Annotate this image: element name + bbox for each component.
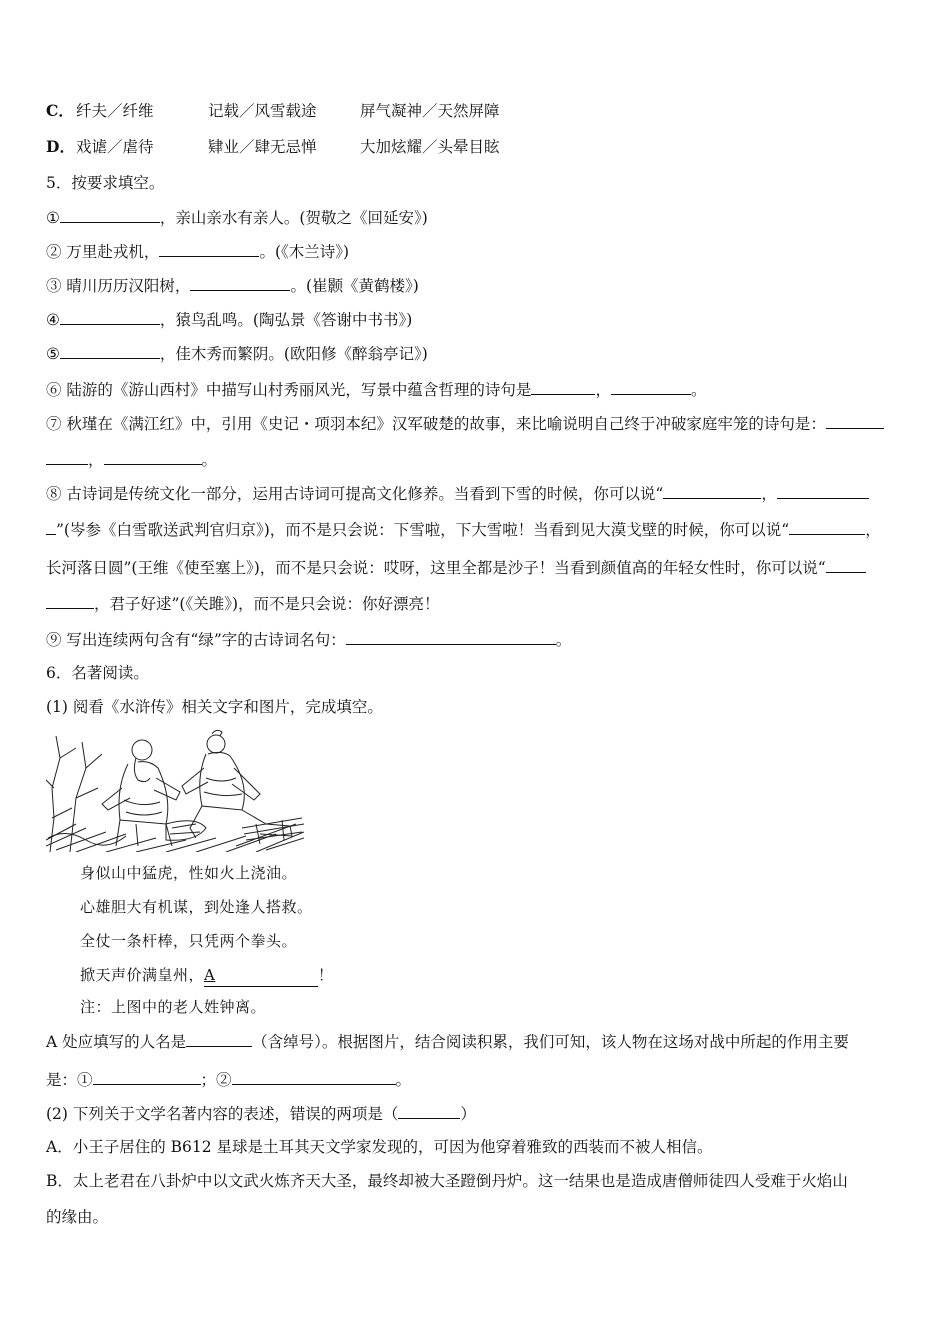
q5-line-3-source: 。(崔颢《黄鹤楼》) xyxy=(290,277,419,295)
option-c-letter: C． xyxy=(46,101,74,120)
option-d-item-2: 肄业／肆无忌惮 xyxy=(208,138,317,156)
q6-sub-2-text: (2) 下列关于文学名著内容的表述，错误的两项是（ xyxy=(46,1105,399,1123)
q5-line-7-comma: ， xyxy=(88,451,104,469)
q5-line-4-text: ，猿鸟乱鸣。(陶弘景《答谢中书书》) xyxy=(159,311,413,329)
q5-line-2-text: ② 万里赴戎机， xyxy=(46,243,160,261)
q6-sub-1: (1) 阅看《水浒传》相关文字和图片，完成填空。 xyxy=(46,698,383,716)
q6-question-b-text: 是：① xyxy=(46,1071,93,1089)
option-c-item-2: 记载／风雪载途 xyxy=(208,102,317,120)
q5-line-8-text-4: ，君子好逑”(《关雎》)，而不是只会说：你好漂亮！ xyxy=(94,595,440,613)
option-d-item-3: 大加炫耀／头晕目眩 xyxy=(360,138,500,156)
q6-question-a-text: A 处应填写的人名是 xyxy=(46,1033,187,1051)
q5-line-9-end: 。 xyxy=(555,631,572,649)
poem-line-4 xyxy=(80,964,334,987)
poem-line-1: 身似山中猛虎，性如火上浇油。 xyxy=(80,864,298,882)
q5-line-3-text: ③ 晴川历历汉阳树， xyxy=(46,277,191,295)
answer-blank[interactable] xyxy=(346,628,556,645)
answer-blank[interactable] xyxy=(232,1068,396,1085)
q5-line-6 xyxy=(46,378,706,401)
answer-blank-a[interactable]: A xyxy=(204,964,318,987)
q5-line-5-text: ，佳木秀而繁阴。(欧阳修《醉翁亭记》) xyxy=(159,345,428,363)
q5-line-5-prefix: ⑤ xyxy=(46,345,60,363)
option-d-item-1: 戏谑／虐待 xyxy=(76,138,154,156)
q5-line-7-cont xyxy=(46,448,217,471)
q6-sub-2-end: ） xyxy=(460,1105,476,1123)
q6-question-b-sep: ；② xyxy=(200,1071,232,1089)
q5-line-4 xyxy=(46,308,412,331)
answer-blank[interactable] xyxy=(826,412,884,429)
answer-blank[interactable] xyxy=(186,1030,252,1047)
q5-line-4-prefix: ④ xyxy=(46,311,60,329)
answer-blank[interactable] xyxy=(46,518,56,535)
option-c-item-3: 屏气凝神／天然屏障 xyxy=(360,102,500,120)
poem-line-2: 心雄胆大有机谋，到处逢人搭救。 xyxy=(80,898,313,916)
q5-line-3 xyxy=(46,274,419,297)
q5-line-9-text: ⑨ 写出连续两句含有“绿”字的古诗词名句： xyxy=(46,631,346,649)
q6-option-b-cont: 的缘由。 xyxy=(46,1208,109,1226)
question-5-title: 5．按要求填空。 xyxy=(46,174,165,192)
answer-blank[interactable] xyxy=(46,448,88,465)
q5-line-8-cont-2 xyxy=(46,556,866,579)
poem-note: 注：上图中的老人姓钟离。 xyxy=(80,998,267,1016)
q5-line-8-text-3: 长河落日圆”(王维《使至塞上》)，而不是只会说：哎呀，这里全都是沙子！当看到颜值高的年轻女性时，你可以说“ xyxy=(46,559,826,577)
q6-question-a-text-2: （含绰号）。根据图片，结合阅读积累，我们可知，该人物在这场对战中所起的作用主要 xyxy=(252,1033,849,1051)
q5-line-8 xyxy=(46,482,869,505)
option-d-letter: D． xyxy=(46,137,75,156)
q5-line-2 xyxy=(46,240,349,263)
q5-line-8-comma-2: ， xyxy=(865,521,881,539)
q5-line-7 xyxy=(46,412,884,435)
answer-blank[interactable] xyxy=(60,308,160,325)
q5-line-9 xyxy=(46,628,571,651)
answer-blank[interactable] xyxy=(159,240,259,257)
poem-line-4-text: 掀天声价满皇州， xyxy=(80,966,205,984)
q5-line-8-comma: ， xyxy=(761,485,777,503)
q5-line-1-text: ，亲山亲水有亲人。(贺敬之《回延安》) xyxy=(159,209,428,227)
q6-option-b: B．太上老君在八卦炉中以文武火炼齐天大圣，最终却被大圣蹬倒丹炉。这一结果也是造成唐僧师徒四人受难于火焰山 xyxy=(46,1172,848,1190)
answer-blank[interactable] xyxy=(93,1068,201,1085)
q5-line-8-text: ⑧ 古诗词是传统文化一部分，运用古诗词可提高文化修养。当看到下雪的时候，你可以说“ xyxy=(46,485,664,503)
q6-sub-2 xyxy=(46,1102,476,1125)
poem-line-4-end: ！ xyxy=(318,966,334,984)
q6-option-a: A．小王子居住的 B612 星球是土耳其天文学家发现的，可因为他穿着雅致的西装而不被人相信。 xyxy=(46,1138,713,1156)
q5-line-8-cont-1 xyxy=(46,518,881,541)
q5-line-8-cont-3 xyxy=(46,592,440,615)
q5-line-1-prefix: ① xyxy=(46,209,60,227)
illustration-image xyxy=(46,728,304,852)
option-c-item-1: 纤夫／纤维 xyxy=(76,102,154,120)
answer-blank[interactable] xyxy=(789,518,865,535)
answer-blank[interactable] xyxy=(46,592,94,609)
answer-blank[interactable] xyxy=(611,378,691,395)
question-6-title: 6．名著阅读。 xyxy=(46,664,149,682)
answer-blank[interactable] xyxy=(190,274,290,291)
q5-line-6-text: ⑥ 陆游的《游山西村》中描写山村秀丽风光，写景中蕴含哲理的诗句是 xyxy=(46,381,532,399)
answer-blank[interactable] xyxy=(398,1102,460,1119)
poem-line-3: 全仗一条杆棒，只凭两个拳头。 xyxy=(80,932,298,950)
q5-line-8-text-2: ”(岑参《白雪歌送武判官归京》)，而不是只会说：下雪啦，下大雪啦！当看到见大漠戈壁的时候，你可以说“ xyxy=(56,521,790,539)
answer-blank[interactable] xyxy=(60,206,160,223)
q5-line-5 xyxy=(46,342,428,365)
q5-line-1 xyxy=(46,206,428,229)
answer-blank[interactable] xyxy=(663,482,761,499)
q6-question-b xyxy=(46,1068,411,1091)
answer-blank[interactable] xyxy=(60,342,160,359)
q5-line-7-end: 。 xyxy=(201,451,218,469)
q5-line-7-text: ⑦ 秋瑾在《满江红》中，引用《史记・项羽本纪》汉军破楚的故事，来比喻说明自己终于冲破家庭牢笼的诗句是： xyxy=(46,415,826,433)
answer-blank[interactable] xyxy=(777,482,869,499)
q6-question-b-end: 。 xyxy=(395,1071,412,1089)
q5-line-2-source: 。(《木兰诗》) xyxy=(259,243,350,261)
answer-blank[interactable] xyxy=(104,448,202,465)
answer-blank[interactable] xyxy=(531,378,595,395)
q6-question-a xyxy=(46,1030,849,1053)
q5-line-6-end: 。 xyxy=(690,381,707,399)
answer-blank[interactable] xyxy=(826,556,866,573)
q5-line-6-comma: ， xyxy=(595,381,611,399)
